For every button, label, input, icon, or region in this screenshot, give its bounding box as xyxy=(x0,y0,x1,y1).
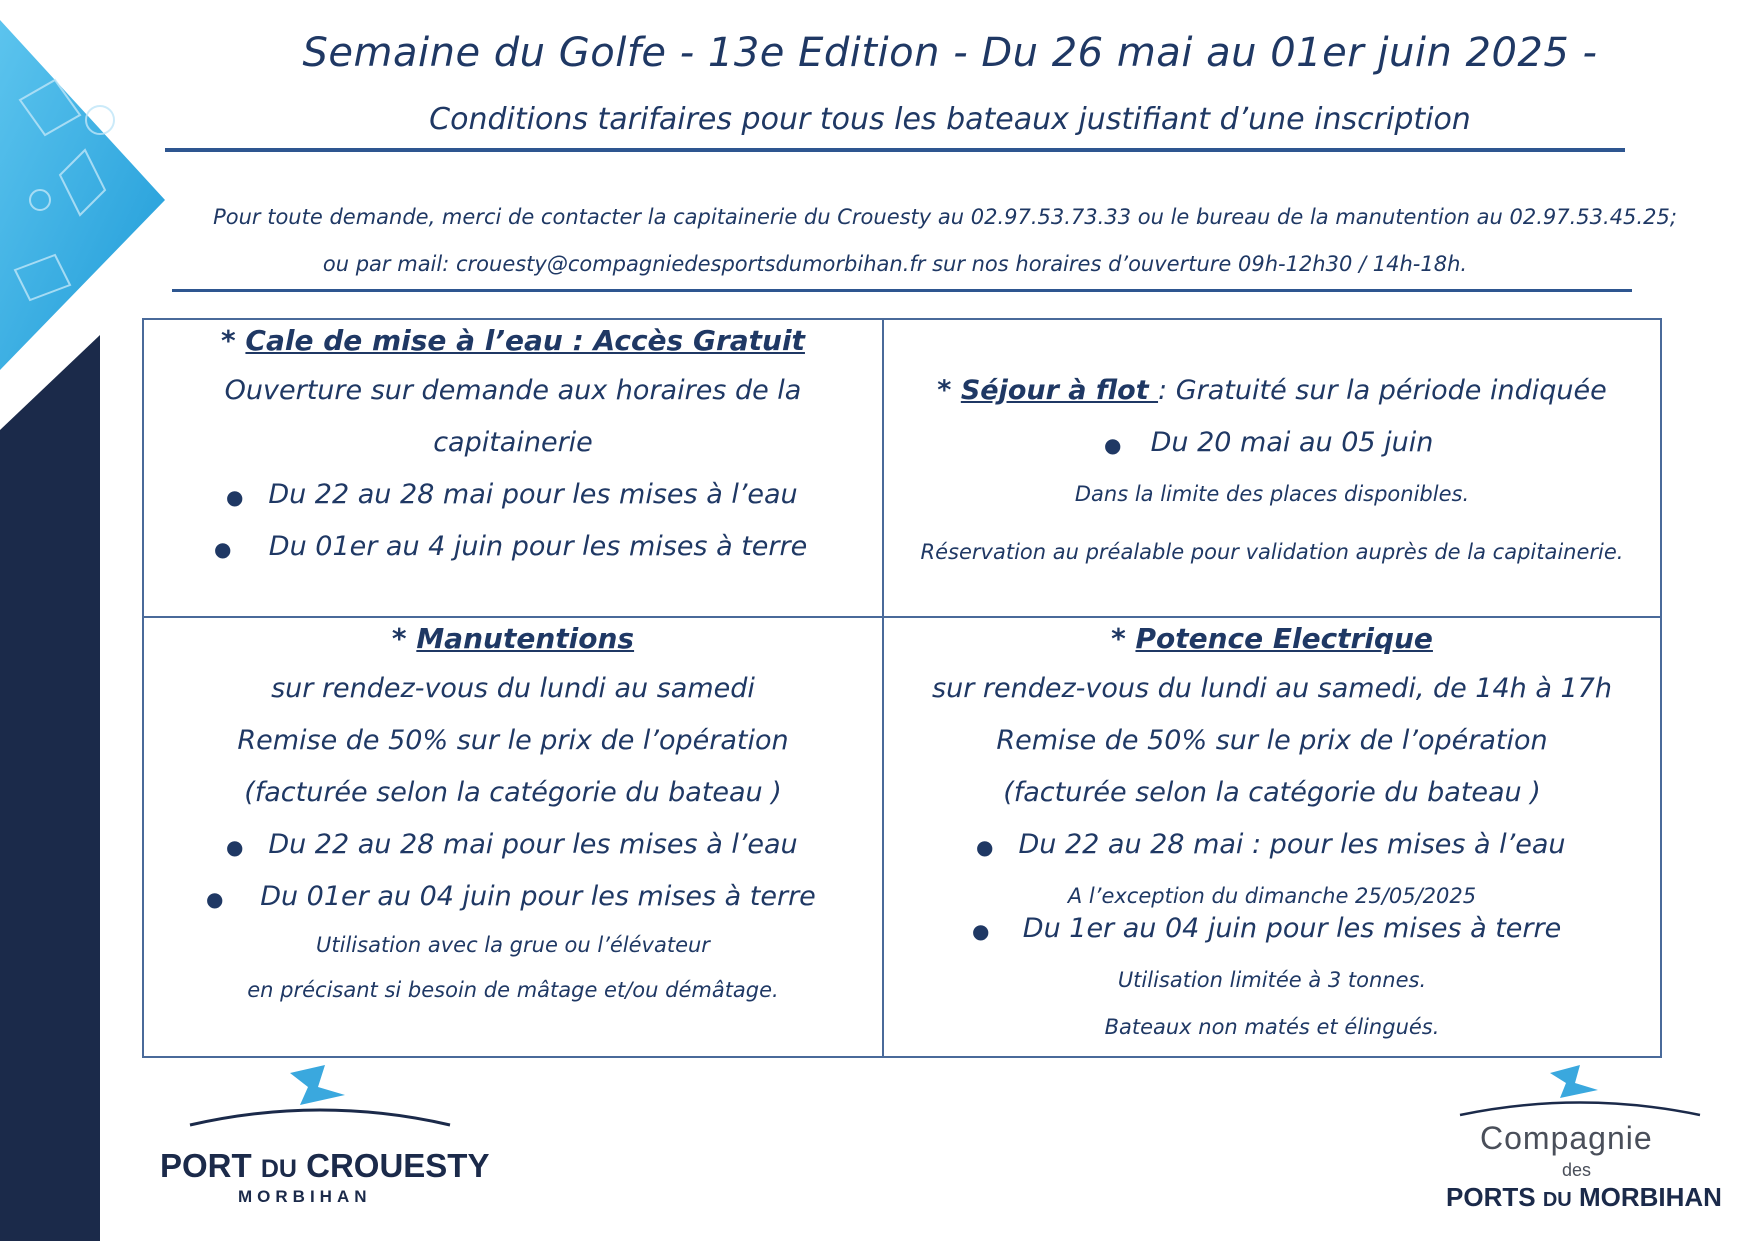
cell-manutentions xyxy=(144,618,884,1056)
page-title: Semaine du Golfe - 13e Edition - Du 26 mai au 01er juin 2025 - xyxy=(302,30,1598,76)
potence-bullet1: Du 22 au 28 mai : pour les mises à l’eau xyxy=(1018,829,1566,860)
potence-note1: A l’exception du dimanche 25/05/2025 xyxy=(1067,884,1477,908)
potence-bullet2: Du 1er au 04 juin pour les mises à terre xyxy=(1022,913,1562,944)
info-table xyxy=(142,318,1662,1058)
potence-line3: (facturée selon la catégorie du bateau ) xyxy=(1003,777,1541,808)
sejour-bullet1: Du 20 mai au 05 juin xyxy=(1150,427,1434,458)
cale-line1: Ouverture sur demande aux horaires de la xyxy=(224,375,802,406)
logo-left-sub: MORBIHAN xyxy=(238,1187,372,1206)
cale-bullet1: Du 22 au 28 mai pour les mises à l’eau xyxy=(268,479,798,510)
potence-line1: sur rendez-vous du lundi au samedi, de 14h à 17h xyxy=(932,673,1612,704)
cale-bullet2: Du 01er au 4 juin pour les mises à terre xyxy=(268,531,808,562)
page-subtitle: Conditions tarifaires pour tous les bateaux justifiant d’une inscription xyxy=(429,102,1471,137)
logo-right-line2: des xyxy=(1562,1160,1592,1180)
port-du-crouesty-logo xyxy=(150,1065,490,1215)
logo-left-port: PORT xyxy=(160,1147,252,1184)
potence-note2: Utilisation limitée à 3 tonnes. xyxy=(1117,968,1427,992)
sejour-note1: Dans la limite des places disponibles. xyxy=(1074,482,1470,506)
flag-icon xyxy=(1430,1065,1750,1125)
contact-line-email: ou par mail: crouesty@compagniedesportsdumorbihan.fr sur nos horaires d’ouverture 09h-12h30 / 14h-18h. xyxy=(322,252,1468,276)
logo-left-du: DU xyxy=(260,1155,297,1183)
manutentions-bullet2: Du 01er au 04 juin pour les mises à terre xyxy=(260,881,816,912)
manutentions-note2: en précisant si besoin de mâtage et/ou démâtage. xyxy=(247,978,779,1002)
cale-line2: capitainerie xyxy=(433,427,593,458)
bullet-dot: ● xyxy=(206,887,224,911)
logo-right-ports: PORTS xyxy=(1446,1182,1536,1212)
manutentions-line3: (facturée selon la catégorie du bateau ) xyxy=(244,777,782,808)
logo-right-line1: Compagnie xyxy=(1480,1120,1653,1156)
bullet-dot: ● xyxy=(214,537,232,561)
manutentions-line2: Remise de 50% sur le prix de l’opération xyxy=(237,725,789,756)
cell-sejour xyxy=(884,320,1660,618)
cale-heading: * Cale de mise à l’eau : Accès Gratuit xyxy=(221,324,805,357)
bullet-dot: ● xyxy=(972,919,990,943)
potence-heading: * Potence Electrique xyxy=(1111,622,1433,655)
contact-rule xyxy=(172,289,1632,292)
cell-potence xyxy=(884,618,1660,1056)
flag-icon xyxy=(150,1065,490,1145)
bullet-dot: ● xyxy=(226,485,244,509)
sejour-heading: * Séjour à flot : Gratuité sur la période indiquée xyxy=(937,375,1607,406)
potence-note3: Bateaux non matés et élingués. xyxy=(1104,1015,1440,1039)
contact-line-phone: Pour toute demande, merci de contacter la capitainerie du Crouesty au 02.97.53.73.33 ou le bureau de la manutention au 02.97.53.45.25; xyxy=(213,205,1677,229)
compagnie-ports-morbihan-logo xyxy=(1430,1065,1750,1225)
manutentions-line1: sur rendez-vous du lundi au samedi xyxy=(271,673,755,704)
logo-right-name: MORBIHAN xyxy=(1578,1182,1722,1212)
manutentions-bullet1: Du 22 au 28 mai pour les mises à l’eau xyxy=(268,829,798,860)
title-rule xyxy=(165,148,1625,152)
cell-cale xyxy=(144,320,884,618)
bullet-dot: ● xyxy=(226,835,244,859)
bullet-dot: ● xyxy=(1104,433,1122,457)
manutentions-note1: Utilisation avec la grue ou l’élévateur xyxy=(316,933,710,957)
logo-right-du: DU xyxy=(1542,1189,1572,1211)
logo-left-name: CROUESTY xyxy=(306,1147,490,1184)
bullet-dot: ● xyxy=(976,835,994,859)
potence-line2: Remise de 50% sur le prix de l’opération xyxy=(996,725,1548,756)
manutentions-heading: * Manutentions xyxy=(391,622,635,655)
sejour-note2: Réservation au préalable pour validation auprès de la capitainerie. xyxy=(920,540,1624,564)
